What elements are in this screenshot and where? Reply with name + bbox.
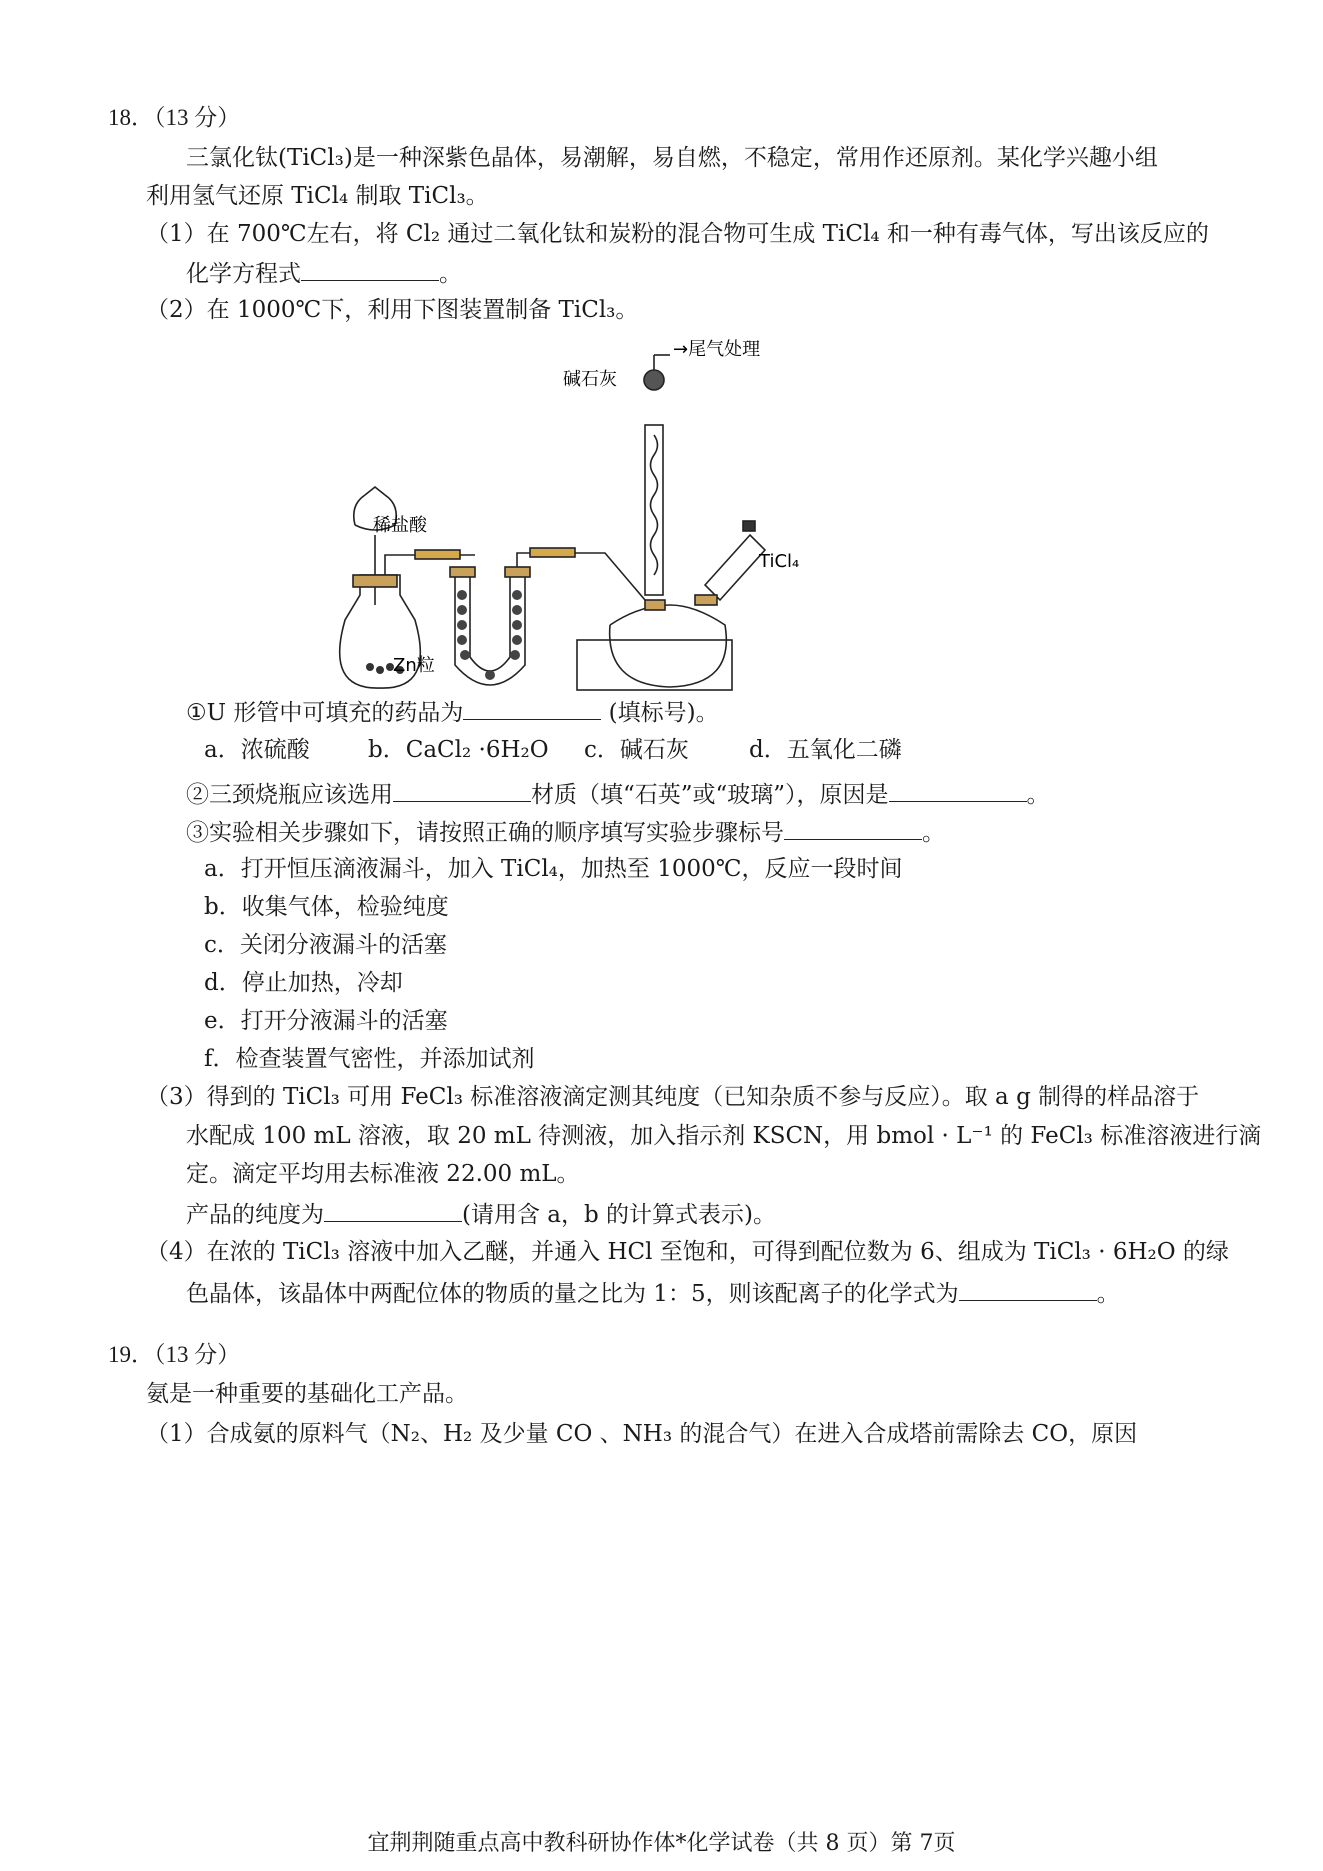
q18-intro-line2: 利用氢气还原 TiCl₄ 制取 TiCl₃。 [146, 183, 489, 209]
answer-blank-material[interactable] [393, 777, 531, 802]
q18-part3-line2: 水配成 100 mL 溶液，取 20 mL 待测液，加入指示剂 KSCN，用 bmol · L⁻¹ 的 FeCl₃ 标准溶液进行滴 [186, 1123, 1262, 1149]
q18-sub2-suffix: 。 [1026, 782, 1050, 808]
q18-part3-suffix: (请用含 a，b 的计算式表示)。 [462, 1202, 777, 1228]
q18-part2-line: （2）在 1000℃下，利用下图装置制备 TiCl₃。 [146, 297, 639, 323]
answer-blank-u-tube[interactable] [463, 695, 601, 720]
u-tube-stopper-right [505, 567, 530, 577]
condenser-coil [651, 435, 658, 575]
q18-part4-suffix: 。 [1096, 1281, 1120, 1307]
q19-part1-line1: （1）合成氨的原料气（N₂、H₂ 及少量 CO 、NH₃ 的混合气）在进入合成塔前需除去 CO，原因 [146, 1421, 1138, 1447]
answer-blank-equation[interactable] [301, 256, 439, 281]
q18-part1-prefix: 化学方程式 [186, 261, 301, 287]
step-d: d．停止加热，冷却 [204, 970, 403, 996]
q18-part3-line3: 定。滴定平均用去标准液 22.00 mL。 [186, 1161, 580, 1187]
q18-intro-line1: 三氯化钛(TiCl₃)是一种深紫色晶体，易潮解，易自燃，不稳定，常用作还原剂。某化学兴趣小组 [186, 145, 1158, 171]
answer-blank-order[interactable] [784, 815, 922, 840]
drying-tube-bulb [644, 370, 664, 390]
q18-part1-line2 [186, 256, 462, 290]
q18-sub1-prefix: ①U 形管中可填充的药品为 [186, 700, 464, 726]
label-ticl4: TiCl₄ [759, 551, 800, 572]
condenser-outer [645, 425, 663, 595]
step-f: f．检查装置气密性，并添加试剂 [204, 1046, 535, 1072]
rubber-joint-2 [530, 548, 575, 557]
answer-blank-purity[interactable] [324, 1197, 462, 1222]
step-c: c．关闭分液漏斗的活塞 [204, 932, 447, 958]
dropping-funnel-cap [743, 521, 755, 531]
q18-part4-line1: （4）在浓的 TiCl₃ 溶液中加入乙醚，并通入 HCl 至饱和，可得到配位数为 6、组成为 TiCl₃ · 6H₂O 的绿 [146, 1239, 1229, 1265]
q18-sub2-middle: 材质（填“石英”或“玻璃”），原因是 [531, 782, 889, 808]
rubber-joint-1 [415, 550, 460, 559]
flask-stopper-left [353, 575, 397, 587]
q18-sub2-prefix: ②三颈烧瓶应该选用 [186, 782, 393, 808]
heating-mantle [577, 640, 732, 690]
apparatus-diagram [355, 339, 825, 695]
option-c: c．碱石灰 [584, 737, 689, 763]
q18-part4-line2 [186, 1276, 1120, 1310]
q18-part1-suffix: 。 [439, 261, 462, 287]
step-e: e．打开分液漏斗的活塞 [204, 1008, 448, 1034]
gas-tube-2 [517, 553, 645, 600]
q19-intro: 氨是一种重要的基础化工产品。 [146, 1381, 468, 1407]
condenser-stopper [645, 600, 665, 610]
q18-sub3-prefix: ③实验相关步骤如下，请按照正确的顺序填写实验步骤标号 [186, 820, 784, 846]
q18-part1-line1: （1）在 700℃左右，将 Cl₂ 通过二氧化钛和炭粉的混合物可生成 TiCl₄ 和一种有毒气体，写出该反应的 [146, 221, 1209, 247]
answer-blank-complex-ion[interactable] [959, 1276, 1097, 1301]
answer-blank-reason[interactable] [889, 777, 1027, 802]
step-b: b．收集气体，检验纯度 [204, 894, 449, 920]
q19-header: 19．（13 分） [108, 1342, 241, 1367]
q18-sub3-suffix: 。 [922, 820, 945, 846]
q18-part3-line1: （3）得到的 TiCl₃ 可用 FeCl₃ 标准溶液滴定测其纯度（已知杂质不参与反应）。取 a g 制得的样品溶于 [146, 1084, 1200, 1110]
u-tube-packing [457, 590, 522, 680]
q18-part3-line4 [186, 1197, 776, 1231]
q18-sub2-line [186, 777, 1050, 811]
q18-sub1-suffix: (填标号)。 [601, 700, 719, 726]
option-a: a．浓硫酸 [204, 737, 310, 763]
label-soda-lime: 碱石灰 [563, 369, 617, 390]
u-tube-stopper-left [450, 567, 475, 577]
option-d: d．五氧化二磷 [749, 737, 902, 763]
label-exhaust: →尾气处理 [673, 339, 761, 360]
step-a: a．打开恒压滴液漏斗，加入 TiCl₄，加热至 1000℃，反应一段时间 [204, 856, 903, 882]
dropping-funnel-stopper [695, 595, 717, 605]
q18-sub3-line [186, 815, 945, 849]
dropping-funnel [705, 535, 765, 600]
option-b: b．CaCl₂ ·6H₂O [368, 737, 549, 763]
page-footer: 宜荆荆随重点高中教科研协作体*化学试卷（共 8 页）第 7页 [367, 1831, 956, 1856]
three-neck-flask [610, 605, 727, 687]
label-zn: Zn粒 [393, 655, 435, 676]
q18-part4-prefix: 色晶体，该晶体中两配位体的物质的量之比为 1：5，则该配离子的化学式为 [186, 1281, 959, 1307]
label-dilute-hcl: 稀盐酸 [373, 515, 427, 536]
q18-sub1-line [186, 695, 719, 729]
q18-part3-prefix: 产品的纯度为 [186, 1202, 324, 1228]
q18-header: 18．（13 分） [108, 105, 241, 130]
